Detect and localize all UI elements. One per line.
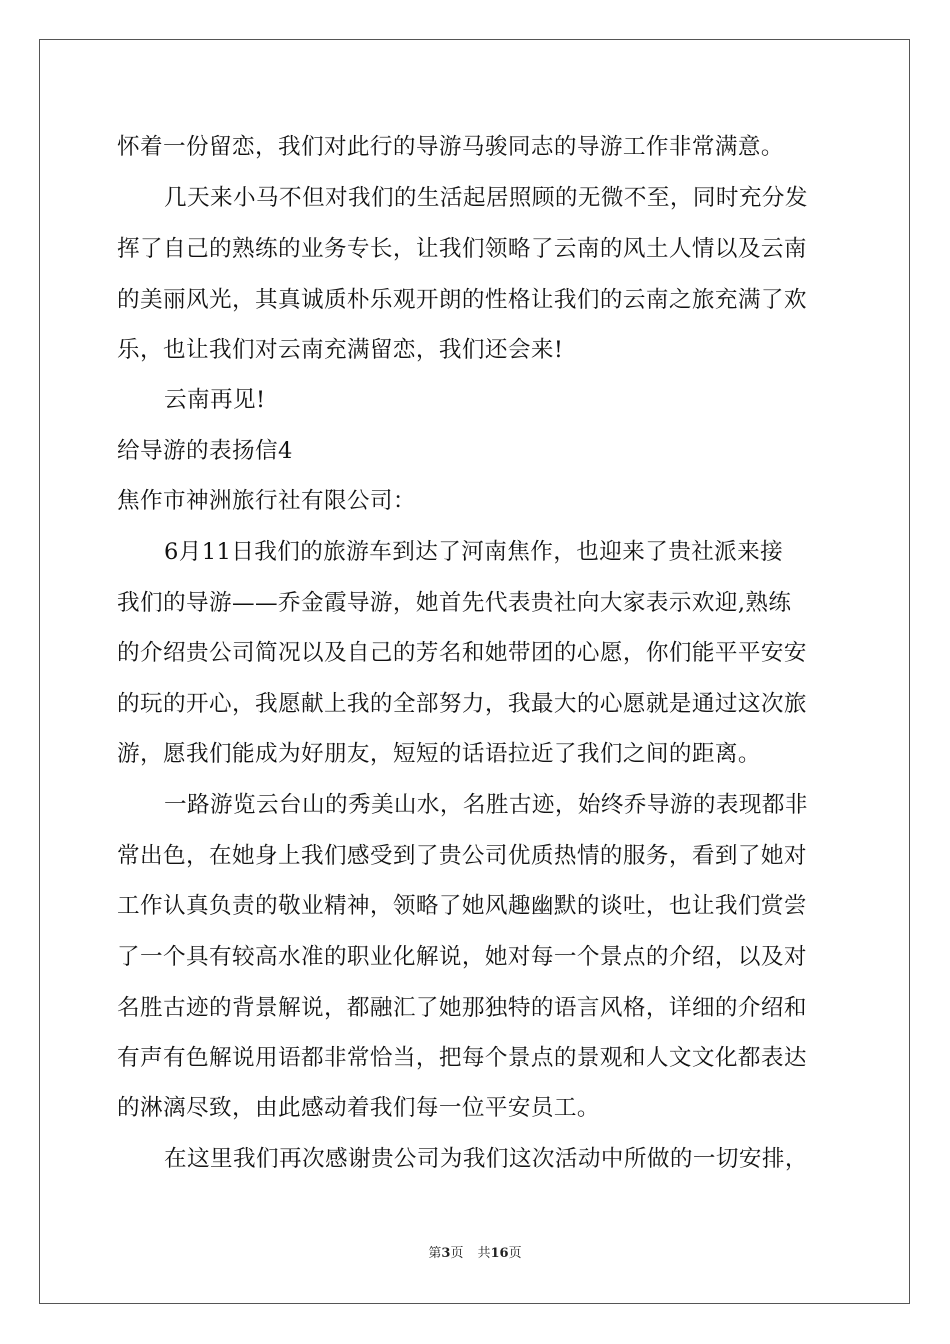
text-line: 几天来小马不但对我们的生活起居照顾的无微不至，同时充分发 — [164, 185, 808, 211]
text-line: 挥了自己的熟练的业务专长，让我们领略了云南的风土人情以及云南 — [117, 236, 807, 262]
text-line: 的介绍贵公司简况以及自己的芳名和她带团的心愿，你们能平平安安 — [117, 640, 807, 666]
page-footer — [0, 1245, 950, 1263]
total-prefix: 共 — [477, 1246, 491, 1261]
text-line: 游，愿我们能成为好朋友，短短的话语拉近了我们之间的距离。 — [117, 741, 761, 767]
text-line: 乐，也让我们对云南充满留恋，我们还会来! — [117, 337, 564, 363]
text-line: 6月11日我们的旅游车到达了河南焦作，也迎来了贵社派来接 — [164, 539, 784, 565]
text-line: 的美丽风光，其真诚质朴乐观开朗的性格让我们的云南之旅充满了欢 — [117, 287, 807, 313]
page-unit: 页 — [450, 1246, 464, 1261]
current-page-number: 3 — [441, 1246, 451, 1261]
text-line: 在这里我们再次感谢贵公司为我们这次活动中所做的一切安排， — [164, 1146, 808, 1172]
salutation: 焦作市神洲旅行社有限公司： — [117, 488, 416, 514]
page-prefix: 第 — [428, 1246, 442, 1261]
text-line: 的玩的开心，我愿献上我的全部努力，我最大的心愿就是通过这次旅 — [117, 691, 807, 717]
section-heading: 给导游的表扬信4 — [117, 438, 293, 464]
total-page-number: 16 — [490, 1246, 509, 1261]
text-line: 了一个具有较高水准的职业化解说，她对每一个景点的介绍，以及对 — [117, 944, 807, 970]
text-line: 名胜古迹的背景解说，都融汇了她那独特的语言风格，详细的介绍和 — [117, 995, 807, 1021]
text-line: 云南再见! — [164, 387, 266, 413]
text-line: 的淋漓尽致，由此感动着我们每一位平安员工。 — [117, 1095, 600, 1121]
total-unit: 页 — [508, 1246, 522, 1261]
text-line: 一路游览云台山的秀美山水，名胜古迹，始终乔导游的表现都非 — [164, 792, 808, 818]
text-line: 怀着一份留恋，我们对此行的导游马骏同志的导游工作非常满意。 — [117, 134, 784, 160]
text-line: 有声有色解说用语都非常恰当，把每个景点的景观和人文文化都表达 — [117, 1045, 807, 1071]
text-line: 常出色，在她身上我们感受到了贵公司优质热情的服务，看到了她对 — [117, 843, 807, 869]
text-line: 我们的导游——乔金霞导游，她首先代表贵社向大家表示欢迎,熟练 — [117, 590, 792, 616]
text-line: 工作认真负责的敬业精神，领略了她风趣幽默的谈吐，也让我们赏尝 — [117, 893, 807, 919]
